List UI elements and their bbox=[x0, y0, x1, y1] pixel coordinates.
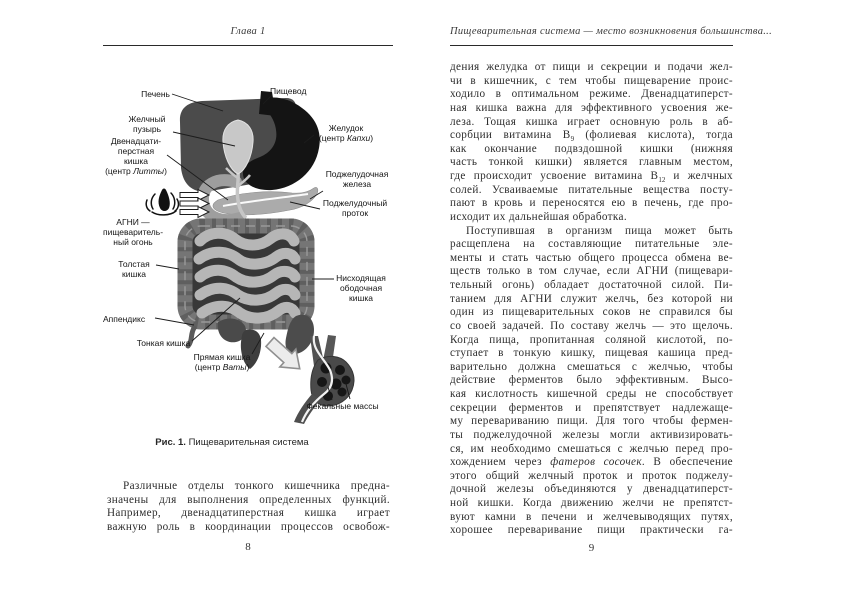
label-pancreas: Поджелудочная железа bbox=[325, 169, 389, 189]
label-gallbladder: Желчный пузырь bbox=[128, 114, 166, 134]
text-line: Различные отделы тонкого кишечника предна- bbox=[123, 480, 390, 492]
text-line: часть тонкой кишки) является главным местом, bbox=[450, 156, 733, 169]
label-feces: Фекальные массы bbox=[306, 401, 379, 411]
page-number-left: 8 bbox=[245, 541, 251, 553]
text-line: где происходит усвоение витамина $B_{12}$ и желчных bbox=[450, 170, 733, 184]
label-descending-colon: Нисходящая ободочная кишка bbox=[336, 273, 386, 303]
text-line: ступает в тонкую кишку, пищевая кашица пред- bbox=[450, 347, 733, 360]
label-duodenum: Двенадцати- перстная кишка (центр Литты) bbox=[105, 136, 167, 176]
text-line: ная кишка важна для эффективного усвоения же- bbox=[450, 101, 733, 114]
text-line: чи в кишечник, с тем чтобы пищеварение проис- bbox=[450, 74, 733, 87]
text-line: вуют камни в печени и желчевыводящих путях, bbox=[450, 510, 733, 523]
text-line: ходило в оптимальном режиме. Двенадцатиперст- bbox=[450, 88, 733, 101]
text-line: солей. Усваиваемые питательные вещества посту- bbox=[450, 183, 733, 196]
text-line: варительно должна смешаться с желчью, чтобы bbox=[450, 360, 733, 373]
figure-caption-text: Пищеварительная система bbox=[185, 437, 309, 448]
text-line: тельный огонь) обладает достаточной силой. Пи- bbox=[450, 279, 733, 291]
running-header-right: Пищеварительная система — место возникновения большинства... bbox=[450, 26, 773, 37]
digestive-system-figure bbox=[100, 78, 402, 438]
text-line: значены для выполнения определенных функций. bbox=[107, 493, 390, 506]
body-text-right bbox=[450, 61, 733, 538]
page-left bbox=[103, 20, 393, 580]
label-stomach: Желудок (центр Капхи) bbox=[318, 123, 374, 143]
label-appendix: Аппендикс bbox=[103, 314, 146, 324]
text-line: исходит их дальнейшая обработка. bbox=[450, 210, 627, 223]
pancreas-shape bbox=[213, 187, 318, 215]
text-line: этого общий желчный проток и проток поджелу- bbox=[450, 469, 733, 482]
flame-icon bbox=[146, 189, 178, 215]
text-line: кая кислотность кишечной среды не способствует bbox=[450, 388, 733, 400]
text-line: пают в кровь и переносятся ею в печень, где про- bbox=[450, 197, 733, 210]
page-right bbox=[450, 20, 773, 580]
text-line: му перевариванию пищи. Для того чтобы фермен- bbox=[450, 415, 733, 428]
text-line: менты и стать частью общего процесса обмена ве- bbox=[450, 251, 733, 264]
text-line: ществ только в том случае, если АГНИ (пищевари- bbox=[450, 265, 733, 278]
text-line: хорошее переваривание пищи практически га- bbox=[450, 524, 733, 537]
label-liver: Печень bbox=[141, 89, 170, 99]
text-line: сорбции витамина $B_9$ (фолиевая кислота), тогда bbox=[450, 129, 733, 143]
text-line: расщеплена на составляющие питательные эле- bbox=[450, 238, 733, 251]
page-number-right: 9 bbox=[588, 542, 595, 554]
body-text-left bbox=[107, 480, 390, 535]
figure-caption bbox=[103, 437, 361, 448]
label-small-intestine: Тонкая кишка bbox=[136, 338, 191, 348]
text-line: со своей задачей. По составу желчь — это щелочь. bbox=[450, 319, 733, 332]
text-line: Например, двенадцатиперстная кишка играет bbox=[107, 507, 390, 520]
text-line: Когда пища, пропитанная соляной кислотой, по- bbox=[450, 333, 733, 346]
label-rectum: Прямая кишка (центр Ваты) bbox=[193, 352, 251, 372]
text-line: ной кишки. Когда движению желчи не препятст- bbox=[450, 497, 733, 509]
figure-caption-label: Рис. 1. bbox=[155, 437, 186, 448]
text-line: дочной железы объединяются у двенадцатиперст- bbox=[450, 483, 733, 496]
agni-arrows-icon bbox=[180, 190, 209, 218]
text-line: секреции ферментов и препятствует надлежаще- bbox=[450, 401, 733, 414]
text-line: ты поджелудочной железы могли активизировать- bbox=[450, 428, 733, 441]
text-line: важную роль в координации процессов освобож- bbox=[107, 520, 390, 533]
text-line: хождением через фатеров сосочек. В обеспечение bbox=[450, 456, 733, 469]
label-colon: Толстая кишка bbox=[118, 259, 150, 279]
text-line: Поступившая в организм пища может быть bbox=[466, 224, 733, 237]
text-line: дения желудка от пищи и секреции и подачи жел- bbox=[450, 61, 733, 73]
text-line: танием для АГНИ служит желчь, без которой ни bbox=[450, 292, 733, 305]
label-agni: АГНИ — пищеваритель- ный огонь bbox=[102, 217, 164, 247]
header-rule-right bbox=[450, 45, 733, 46]
text-line: леза. Тощая кишка играет основную роль в аб- bbox=[450, 115, 733, 128]
label-pancreatic-duct: Поджелудочный проток bbox=[322, 198, 388, 218]
text-line: ся, им необходимо смешаться с желчью перед про- bbox=[450, 442, 733, 455]
text-line: как окончание подвздошной кишки (нижняя bbox=[450, 142, 733, 155]
text-line: действие ферментов было эффективным. Высо- bbox=[450, 374, 733, 387]
running-header-left: Глава 1 bbox=[230, 26, 266, 37]
label-esophagus: Пищевод bbox=[270, 86, 307, 96]
header-rule-left bbox=[103, 45, 393, 46]
text-line: один из пищеварительных соков не справился бы bbox=[450, 306, 733, 319]
